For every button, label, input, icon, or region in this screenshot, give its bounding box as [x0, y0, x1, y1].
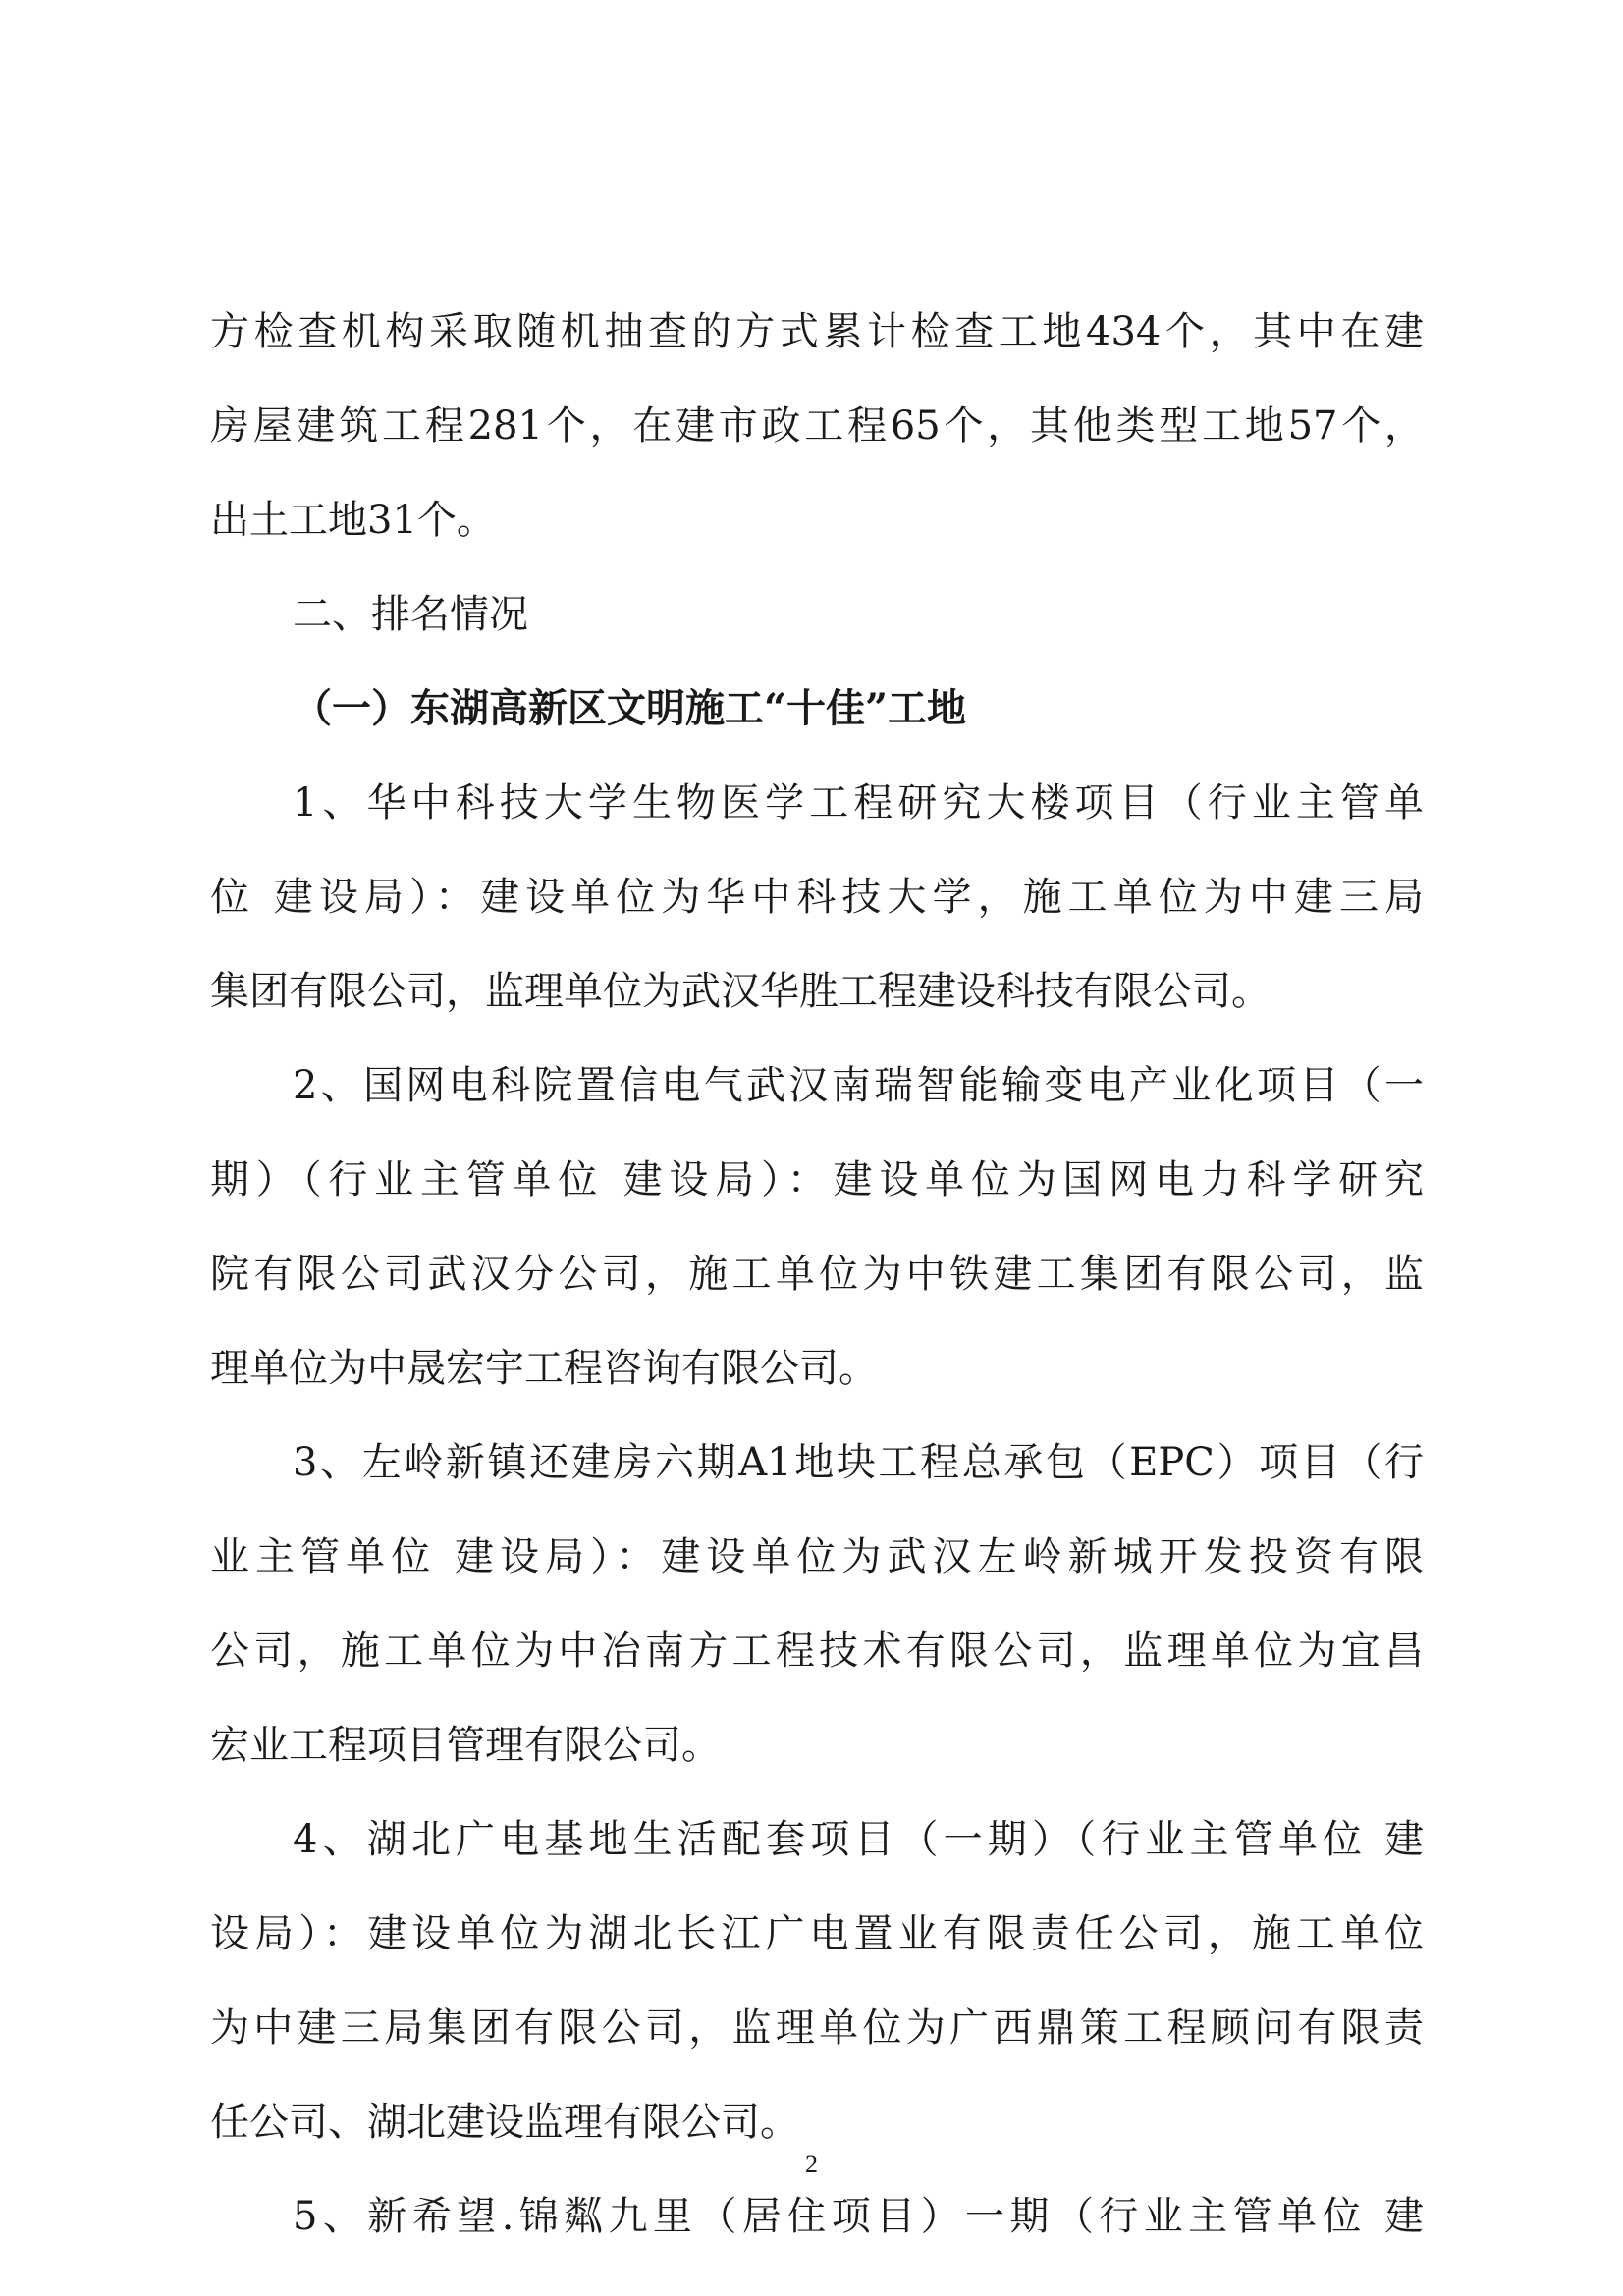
list-item-line: 宏业工程项目管理有限公司。 [210, 1723, 721, 1768]
list-item-line: 设局）：建设单位为湖北长江广电置业有限责任公司，施工单位 [210, 1911, 1424, 1956]
list-item-line: 院有限公司武汉分公司，施工单位为中铁建工集团有限公司，监 [210, 1252, 1424, 1297]
list-item-line: 2、国网电科院置信电气武汉南瑞智能输变电产业化项目（一 [293, 1063, 1424, 1108]
list-item-line: 为中建三局集团有限公司，监理单位为广西鼎策工程顾问有限责 [210, 2005, 1424, 2051]
section-heading: 二、排名情况 [293, 592, 528, 637]
list-item-line: 3、左岭新镇还建房六期A1地块工程总承包（EPC）项目（行 [293, 1440, 1424, 1485]
page-number: 2 [805, 2150, 818, 2178]
document-body [210, 285, 1424, 2264]
list-item-line: 集团有限公司，监理单位为武汉华胜工程建设科技有限公司。 [210, 969, 1271, 1014]
list-item-line: 位 建设局）：建设单位为华中科技大学，施工单位为中建三局 [210, 875, 1424, 920]
paragraph-line: 房屋建筑工程281个，在建市政工程65个，其他类型工地57个， [210, 403, 1424, 449]
list-item-line: 任公司、湖北建设监理有限公司。 [210, 2100, 799, 2145]
list-item-line: 理单位为中晟宏宇工程咨询有限公司。 [210, 1346, 878, 1391]
paragraph-line: 方检查机构采取随机抽查的方式累计检查工地434个，其中在建 [210, 309, 1424, 354]
subsection-heading: （一）东湖高新区文明施工“十佳”工地 [293, 685, 967, 731]
list-item-line: 4、湖北广电基地生活配套项目（一期）（行业主管单位 建 [293, 1817, 1424, 1862]
list-item-line: 公司，施工单位为中冶南方工程技术有限公司，监理单位为宜昌 [210, 1629, 1424, 1674]
list-item-line: 5、新希望.锦粼九里（居住项目）一期（行业主管单位 建 [293, 2194, 1424, 2239]
list-item-line: 期）（行业主管单位 建设局）：建设单位为国网电力科学研究 [210, 1157, 1424, 1202]
list-item-line: 业主管单位 建设局）：建设单位为武汉左岭新城开发投资有限 [210, 1534, 1424, 1579]
list-item-line: 1、华中科技大学生物医学工程研究大楼项目（行业主管单 [293, 780, 1424, 826]
paragraph-line: 出土工地31个。 [210, 498, 496, 543]
